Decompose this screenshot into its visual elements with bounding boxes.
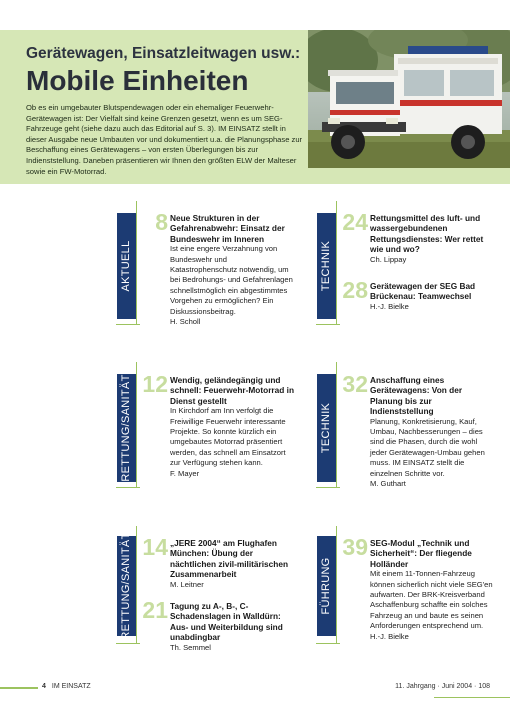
section-divider-horizontal [316, 324, 340, 325]
vehicle-photo [308, 30, 510, 168]
entry-title: Neue Strukturen in der Gefahrenabwehr: Einsatz der Bundeswehr im Inneren [170, 213, 285, 244]
headline: Mobile Einheiten [26, 65, 249, 96]
entry-body: Mit einem 11-Tonnen-Fahrzeug können sicherlich nicht viele SEG'en aufwarten. Der BRK-Kreisverband Aschaffenburg schaffte ein solches Fahrzeug an und baute es seinen Anforderungen entsprechend um. [370, 569, 493, 631]
entry-title: „JERE 2004“ am Flughafen München: Übung der nächtlichen zivil-militärischen Zusammenarbeit [170, 538, 289, 580]
section-divider-vertical [136, 201, 137, 325]
entry-body: Planung, Konkretisierung, Kauf, Umbau, Nachbesserungen – dies sind die Phasen, durch die wohl jeder Gerätewagen-Umbau gehen muss. IM EINSATZ stellt die einzelnen Schritte vor. [370, 416, 485, 478]
section-label-technik: TECHNIK [317, 374, 336, 482]
page-number: 28 [342, 277, 368, 303]
section-divider-vertical [136, 362, 137, 488]
page-number: 21 [142, 597, 168, 623]
section-label-technik: TECHNIK [317, 213, 336, 319]
section-divider-vertical [336, 362, 337, 488]
footer-rule [434, 697, 510, 698]
page-number: 8 [155, 209, 168, 235]
page-number: 14 [142, 534, 168, 560]
section-divider-vertical [336, 526, 337, 644]
header-text [26, 44, 306, 177]
entry-author: F. Mayer [170, 468, 200, 478]
entry-body: In Kirchdorf am Inn verfolgt die Freiwillige Feuerwehr interessante Projekte. So konnte kürzlich ein umgebautes Motorrad präsentiert werden, das schnell am Einsatzort zur Verfügung stehen kann. [170, 406, 286, 468]
entry-body: Ist eine engere Verzahnung von Bundeswehr und Katastrophenschutz notwendig, um bei Bedrohungs- und Gefahrenlagen schnellstmöglich ein abgestimmtes Vorgehen zu ermöglichen? Ein Diskussionsbeitrag. [170, 244, 293, 316]
entry-author: Th. Semmel [170, 642, 211, 652]
kicker: Gerätewagen, Einsatzleitwagen usw.: [26, 45, 301, 62]
section-label-fuehrung: FÜHRUNG [317, 536, 336, 636]
section-divider-horizontal [116, 487, 140, 488]
intro-text: Ob es ein umgebauter Blutspendewagen oder ein ehemaliger Feuerwehr-Gerätewagen ist: Der Vielfalt sind keine Grenzen gesetzt, wenn es um SEG-Fahrzeuge geht (siehe dazu auch das Editorial auf S. 3). IM EINSATZ stellt in dieser Ausgabe neue Umbauten vor und dokumentiert u.a. die Planungsphase zur Beschaffung eines Gerätewagens – von ersten Überlegungen bis zur Indienststellung. Daneben präsentieren wir Ihnen den größten ELW der Malteser sowie ein FW-Motorrad. [26, 103, 303, 176]
page-number: 39 [342, 534, 368, 560]
entry-title: Wendig, geländegängig und schnell: Feuerwehr-Motorrad in Dienst gestellt [170, 375, 295, 406]
page-number: 24 [342, 209, 368, 235]
footer-magazine: IM EINSATZ [51, 683, 91, 690]
entry-title: Anschaffung eines Gerätewagens: Von der Planung bis zur Indienststellung [370, 375, 463, 417]
section-divider-vertical [136, 526, 137, 644]
entry-author: Ch. Lippay [370, 254, 407, 264]
section-label-aktuell: AKTUELL [117, 213, 136, 319]
entry-title: SEG-Modul „Technik und Sicherheit“: Der fliegende Holländer [370, 538, 472, 569]
footer-accent-bar [0, 687, 38, 689]
footer-left [42, 683, 91, 690]
entry-title: Tagung zu A-, B-, C-Schadenslagen in Walldürn: Aus- und Weiterbildung sind unabdingbar [170, 601, 283, 643]
entry-title: Rettungsmittel des luft- und wassergebundenen Rettungsdienstes: Wer rettet wie und wo? [370, 213, 484, 255]
entry-author: H.-J. Bielke [370, 631, 409, 641]
entry-author: M. Guthart [370, 479, 406, 489]
section-divider-horizontal [116, 643, 140, 644]
section-label-rettung-sanitaet: RETTUNG/SANITÄT [117, 374, 136, 482]
entry-author: H. Scholl [170, 317, 201, 327]
entry-title: Gerätewagen der SEG Bad Brückenau: Teamwechsel [370, 281, 476, 302]
footer-page-number: 4 [42, 683, 46, 690]
footer-issue: 11. Jahrgang · Juni 2004 · 108 [395, 683, 490, 690]
section-divider-horizontal [116, 324, 140, 325]
section-label-rettung-sanitaet: RETTUNG/SANITÄT [117, 536, 136, 636]
section-divider-horizontal [316, 487, 340, 488]
page-number: 32 [342, 371, 368, 397]
entry-author: H.-J. Bielke [370, 301, 409, 311]
section-divider-vertical [336, 201, 337, 325]
page-number: 12 [142, 371, 168, 397]
section-divider-horizontal [316, 643, 340, 644]
entry-author: M. Leitner [170, 579, 204, 589]
